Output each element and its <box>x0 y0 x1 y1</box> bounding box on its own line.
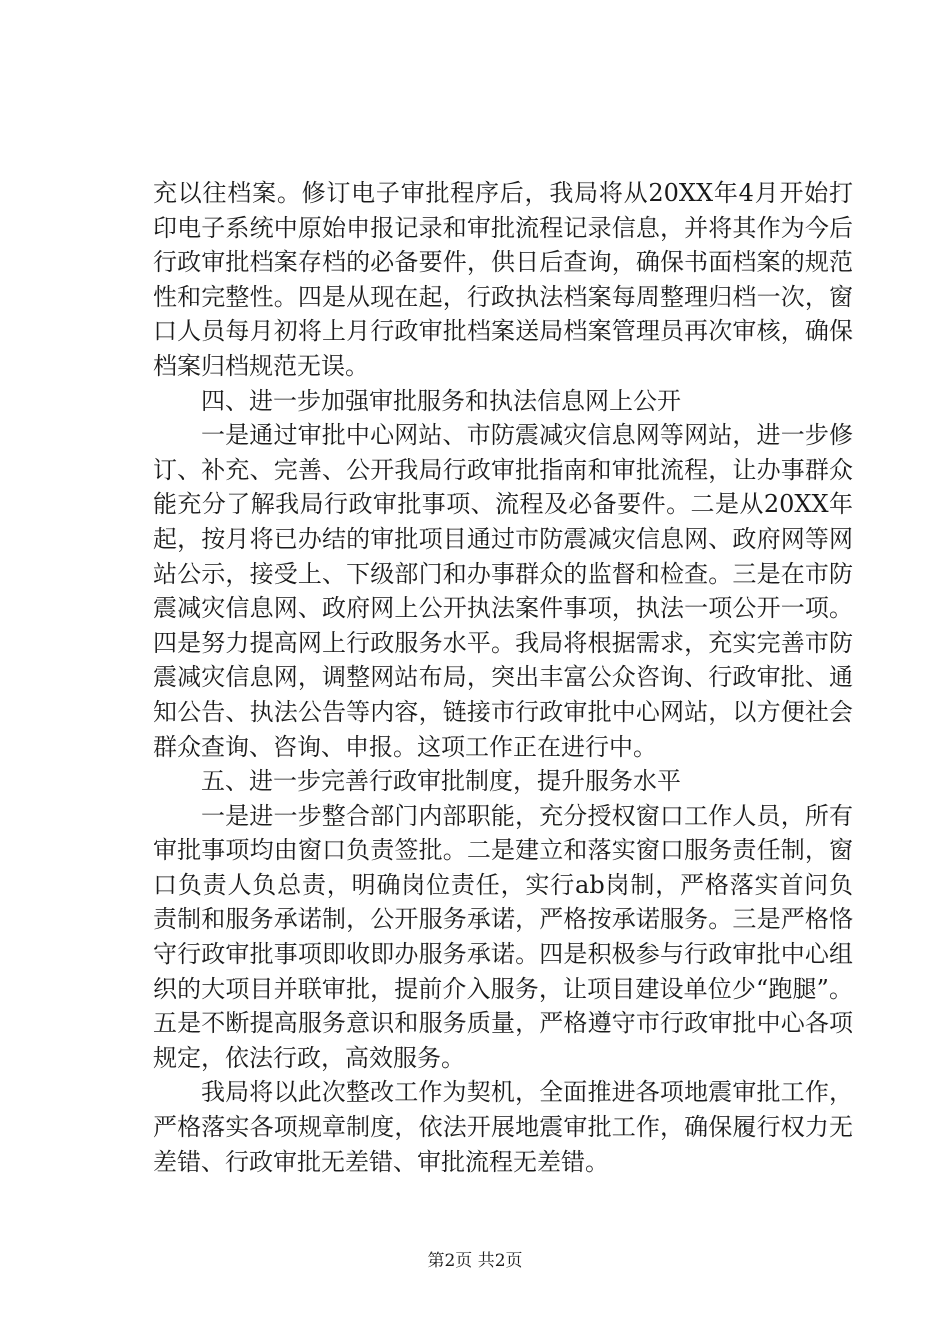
section-heading-online-disclosure: 四、进一步加强审批服务和执法信息网上公开 <box>201 386 681 415</box>
page-footer: 第2页 共2页 <box>427 1251 523 1271</box>
document-body <box>153 176 853 1179</box>
paragraph-archive-continuation: 充以往档案。修订电子审批程序后，我局将从20XX年4月开始打印电子系统中原始申报记录和审批流程记录信息，并将其作为今后行政审批档案存档的必备要件，供日后查询，确保书面档案的规范性和完整性。四是从现在起，行政执法档案每周整理归档一次，窗口人员每月初将上月行政审批档案送局档案管理员再次审核，确保档案归档规范无误。 <box>153 179 853 380</box>
paragraph-approval-system: 一是进一步整合部门内部职能，充分授权窗口工作人员，所有审批事项均由窗口负责签批。二是建立和落实窗口服务责任制，窗口负责人负总责，明确岗位责任，实行ab岗制，严格落实首问负责制和服务承诺制，公开服务承诺，严格按承诺服务。三是严格恪守行政审批事项即收即办服务承诺。四是积极参与行政审批中心组织的大项目并联审批，提前介入服务，让项目建设单位少“跑腿”。五是不断提高服务意识和服务质量，严格遵守市行政审批中心各项规定，依法行政，高效服务。 <box>153 801 853 1072</box>
paragraph-online-disclosure: 一是通过审批中心网站、市防震减灾信息网等网站，进一步修订、补充、完善、公开我局行政审批指南和审批流程，让办事群众能充分了解我局行政审批事项、流程及必备要件。二是从20XX年起，按月将已办结的审批项目通过市防震减灾信息网、政府网等网站公示，接受上、下级部门和办事群众的监督和检查。三是在市防震减灾信息网、政府网上公开执法案件事项，执法一项公开一项。四是努力提高网上行政服务水平。我局将根据需求，充实完善市防震减灾信息网，调整网站布局，突出丰富公众咨询、行政审批、通知公告、执法公告等内容，链接市行政审批中心网站，以方便社会群众查询、咨询、申报。这项工作正在进行中。 <box>153 421 853 761</box>
paragraph-conclusion: 我局将以此次整改工作为契机，全面推进各项地震审批工作，严格落实各项规章制度，依法开展地震审批工作，确保履行权力无差错、行政审批无差错、审批流程无差错。 <box>153 1078 853 1176</box>
section-heading-approval-system: 五、进一步完善行政审批制度，提升服务水平 <box>201 767 681 796</box>
